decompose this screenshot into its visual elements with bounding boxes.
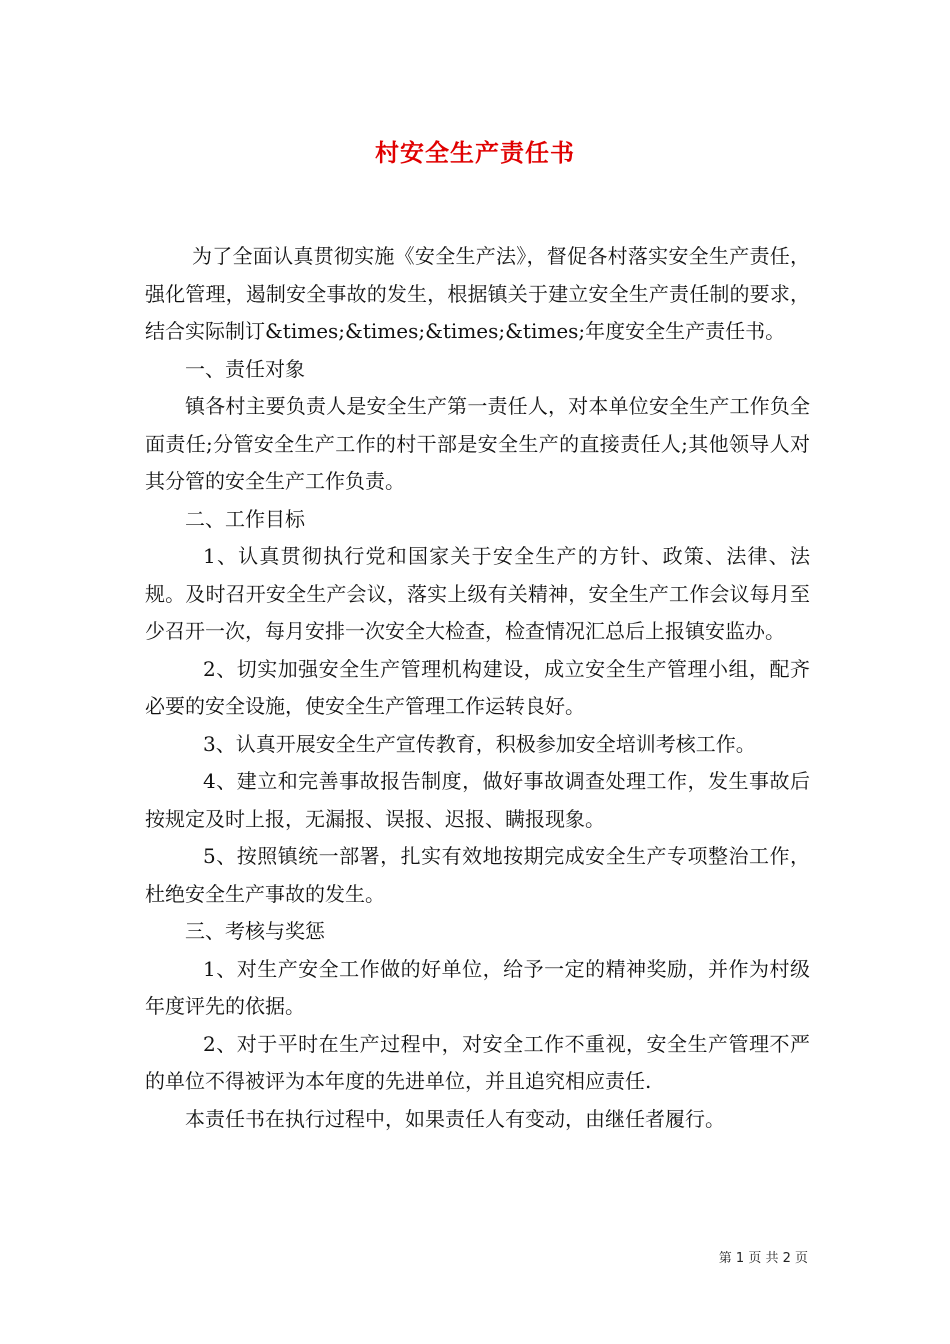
page-number: 第 1 页 共 2 页 (718, 1251, 808, 1266)
responsibility-paragraph: 镇各村主要负责人是安全生产第一责任人，对本单位安全生产工作负全面责任;分管安全生产工作的村干部是安全生产的直接责任人;其他领导人对其分管的安全生产工作负责。 (145, 394, 810, 493)
section-heading-assessment: 三、考核与奖惩 (185, 919, 325, 943)
document-title: 村安全生产责任书 (375, 138, 575, 167)
goal-item-5: 5、按照镇统一部署，扎实有效地按期完成安全生产专项整治工作，杜绝安全生产事故的发生。 (145, 844, 810, 906)
goal-item-2: 2、切实加强安全生产管理机构建设，成立安全生产管理小组，配齐必要的安全设施，使安全生产管理工作运转良好。 (145, 656, 810, 718)
document-body (145, 238, 810, 1138)
section-heading-goals: 二、工作目标 (185, 506, 305, 531)
closing-paragraph: 本责任书在执行过程中，如果责任人有变动，由继任者履行。 (185, 1106, 725, 1131)
intro-paragraph: 为了全面认真贯彻实施《安全生产法》，督促各村落实安全生产责任，强化管理，遏制安全事故的发生，根据镇关于建立安全生产责任制的要求，结合实际制订&times;&times;&times;&times;年度安全生产责任书。 (145, 244, 810, 343)
assessment-item-1: 1、对生产安全工作做的好单位，给予一定的精神奖励，并作为村级年度评先的依据。 (145, 956, 810, 1018)
section-heading-responsibility: 一、责任对象 (185, 356, 305, 381)
goal-item-3: 3、认真开展安全生产宣传教育，积极参加安全培训考核工作。 (203, 731, 756, 756)
goal-item-4: 4、建立和完善事故报告制度，做好事故调查处理工作，发生事故后按规定及时上报，无漏报、误报、迟报、瞒报现象。 (145, 769, 810, 831)
assessment-item-2: 2、对于平时在生产过程中，对安全工作不重视，安全生产管理不严的单位不得被评为本年度的先进单位，并且追究相应责任. (145, 1031, 810, 1093)
goal-item-1: 1、认真贯彻执行党和国家关于安全生产的方针、政策、法律、法规。及时召开安全生产会议，落实上级有关精神，安全生产工作会议每月至少召开一次，每月安排一次安全大检查，检查情况汇总后上报镇安监办。 (145, 544, 810, 643)
